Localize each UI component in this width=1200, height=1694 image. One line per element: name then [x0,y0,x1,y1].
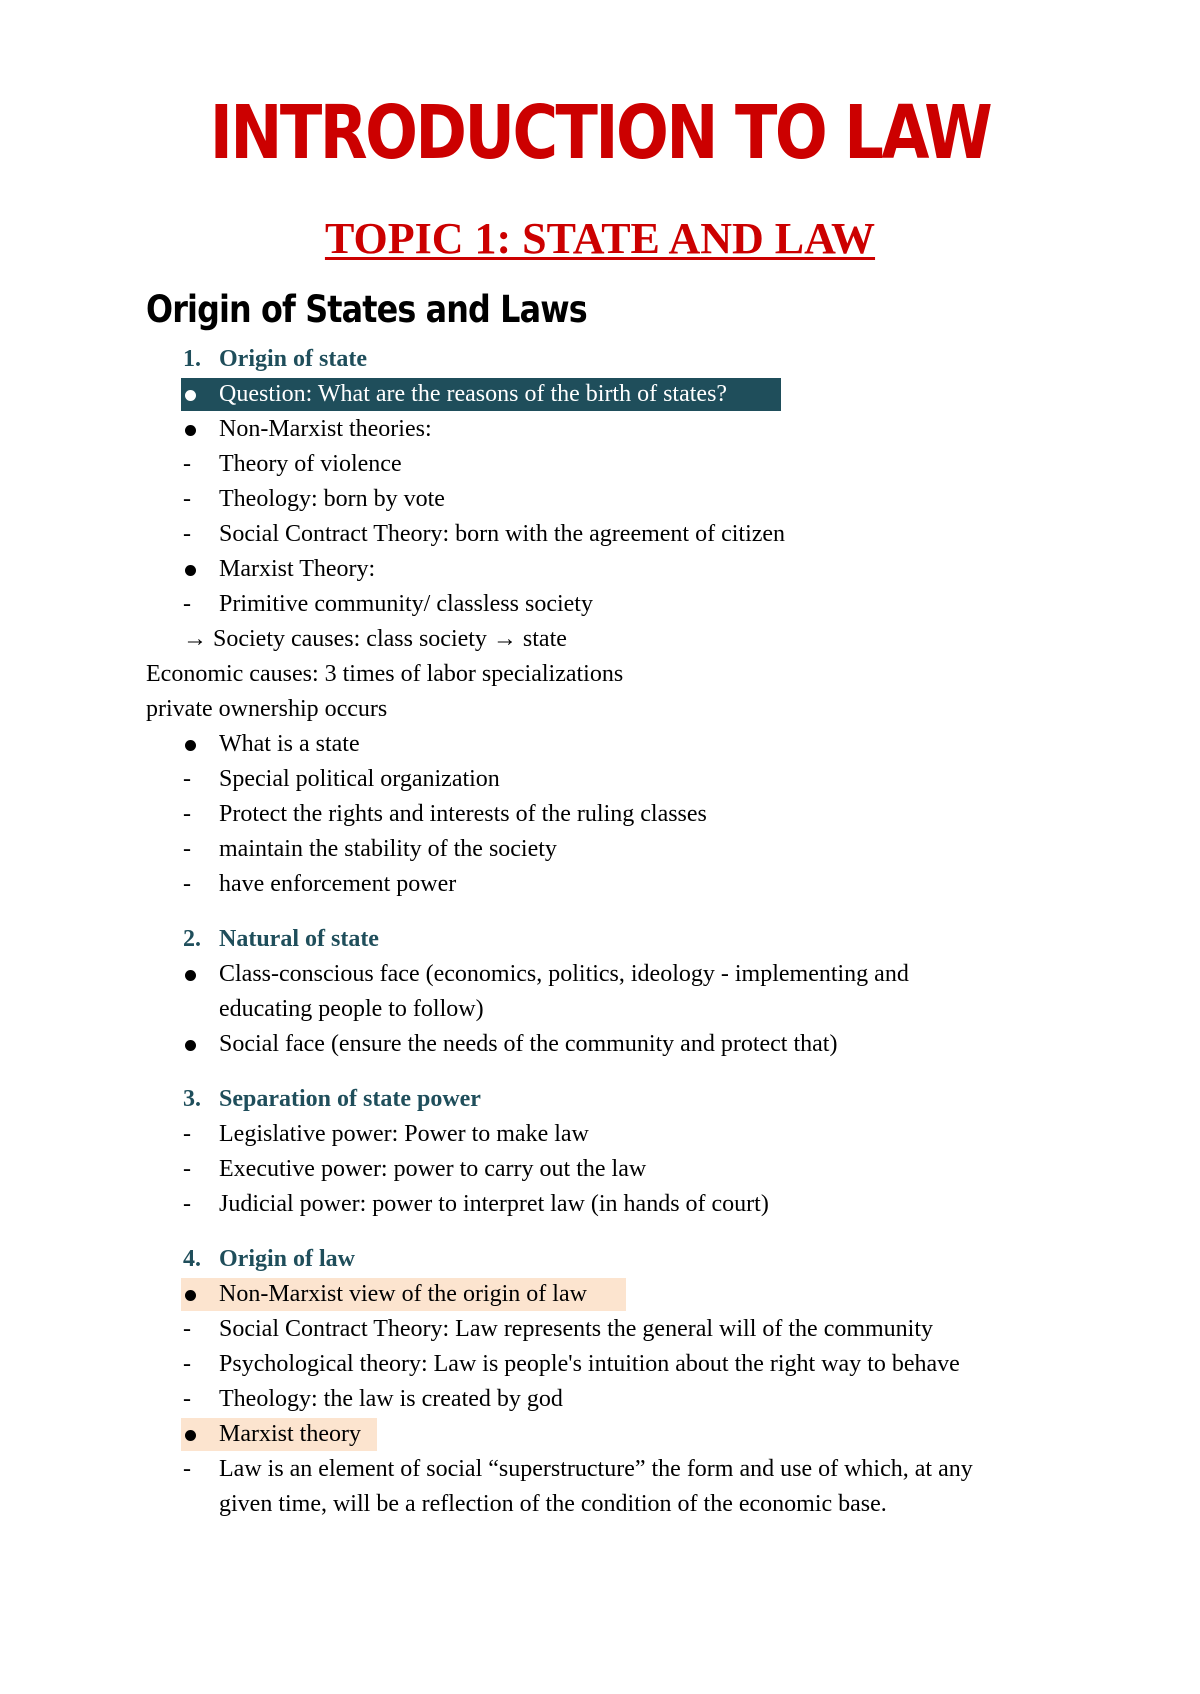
list-item-text: Non-Marxist view of the origin of law [219,1281,587,1307]
list-item-text: Marxist Theory: [219,556,376,582]
dash-marker: - [183,1316,191,1342]
list-number: 2. [183,926,201,952]
heading-text: Natural of state [219,926,379,952]
list-number: 3. [183,1086,201,1112]
list-item-text: Theology: born by vote [219,486,445,512]
bullet-icon [185,425,196,436]
bullet-icon [185,565,196,576]
list-number: 1. [183,346,201,372]
list-item-text: maintain the stability of the society [219,836,557,862]
document-title: INTRODUCTION TO LAW [209,90,991,176]
bullet-icon [185,390,196,401]
list-number: 4. [183,1246,201,1272]
list-item-text: have enforcement power [219,871,457,897]
paragraph-line: private ownership occurs [146,696,388,722]
bullet-icon [185,1430,196,1441]
dash-marker: - [183,766,191,792]
bullet-icon [185,970,196,981]
dash-marker: - [183,451,191,477]
dash-marker: - [183,1191,191,1217]
dash-marker: - [183,591,191,617]
dash-marker: - [183,871,191,897]
heading-text: Origin of state [219,346,367,372]
list-item-text: Theology: the law is created by god [219,1386,563,1412]
list-item-text: Theory of violence [219,451,402,477]
dash-marker: - [183,1386,191,1412]
list-item-text: Special political organization [219,766,500,792]
question-text: Question: What are the reasons of the birth of states? [219,381,728,407]
dash-marker: - [183,1456,191,1482]
topic-title: TOPIC 1: STATE AND LAW [324,214,876,263]
dash-marker: - [183,1156,191,1182]
bullet-icon [185,740,196,751]
bullet-icon [185,1040,196,1051]
section-heading: Origin of States and Laws [146,288,587,331]
list-item-text: Marxist theory [219,1421,361,1447]
list-item-text: Psychological theory: Law is people's intuition about the right way to behave [219,1351,960,1377]
list-item-text: Social Contract Theory: Law represents the general will of the community [219,1316,934,1342]
list-item-text: Legislative power: Power to make law [219,1121,589,1147]
dash-marker: - [183,801,191,827]
list-item-text: given time, will be a reflection of the condition of the economic base. [219,1491,887,1517]
list-item-text: Protect the rights and interests of the ruling classes [219,801,707,827]
list-item-text: Non-Marxist theories: [219,416,432,442]
paragraph-line: Economic causes: 3 times of labor specializations [146,661,624,687]
bullet-icon [185,1290,196,1301]
dash-marker: - [183,836,191,862]
dash-marker: - [183,521,191,547]
list-item-text: educating people to follow) [219,996,484,1022]
list-item-text: Executive power: power to carry out the law [219,1156,647,1182]
dash-marker: - [183,1121,191,1147]
dash-marker: - [183,1351,191,1377]
heading-text: Separation of state power [219,1086,481,1112]
dash-marker: - [183,486,191,512]
list-item-text: Class-conscious face (economics, politics, ideology - implementing and [219,961,909,987]
list-item-text: Judicial power: power to interpret law (in hands of court) [219,1191,769,1217]
list-item-text: Primitive community/ classless society [219,591,593,617]
heading-text: Origin of law [219,1246,355,1272]
list-item-text: Social face (ensure the needs of the community and protect that) [219,1031,838,1057]
list-item-text: What is a state [219,731,360,757]
arrow-line-text: → Society causes: class society → state [183,626,567,652]
list-item-text: Social Contract Theory: born with the agreement of citizen [219,521,786,547]
list-item-text: Law is an element of social “superstructure” the form and use of which, at any [219,1456,973,1482]
